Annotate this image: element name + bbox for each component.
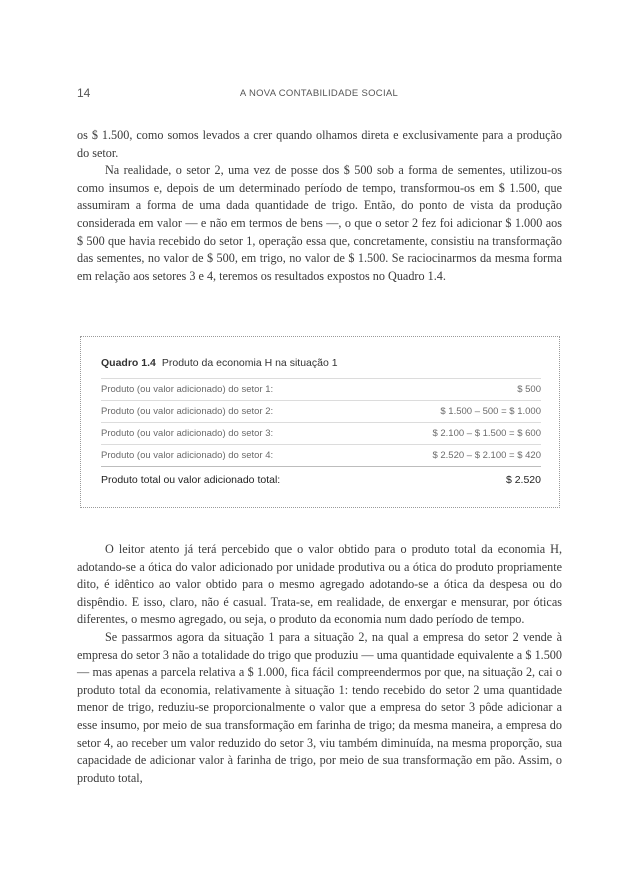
- body-text-bottom: [77, 541, 562, 787]
- quadro-table: [101, 378, 541, 492]
- table-row: [101, 444, 541, 466]
- row-label: Produto (ou valor adicionado) do setor 2:: [101, 406, 274, 417]
- row-value: $ 2.100 – $ 1.500 = $ 600: [432, 428, 541, 439]
- quadro-box: [80, 336, 560, 508]
- table-row: [101, 378, 541, 400]
- total-label: Produto total ou valor adicionado total:: [101, 473, 281, 486]
- row-label: Produto (ou valor adicionado) do setor 1:: [101, 384, 274, 395]
- quadro-label: Quadro 1.4: [101, 357, 156, 369]
- paragraph: Se passarmos agora da situação 1 para a situação 2, na qual a empresa do setor 2 vende à empresa do setor 3 não a totalidade do trigo que produziu — uma quantidade equivalente a $ 1.500 — mas apenas a parcela relativa a $ 1.000, fica fácil compreendermos por que, na situação 2, cai o produto total da economia, relativamente à situação 1: tendo recebido do setor 2 uma quantidade menor de trigo, reduziu-se proporcionalmente o valor que a empresa do setor 3 pôde adicionar a esse insumo, por meio de sua transformação em farinha de trigo; da mesma maneira, a empresa do setor 4, ao receber um valor reduzido do setor 3, viu também diminuída, na mesma proporção, sua capacidade de adicionar valor à farinha de trigo, por meio de sua transformação em pão. Assim, o produto total,: [77, 629, 562, 785]
- paragraph: O leitor atento já terá percebido que o valor obtido para o produto total da economia H, adotando-se a ótica do valor adicionado por unidade produtiva ou a ótica do produto propriamente dito, é idêntico ao valor obtido para o mesmo agregado adotando-se a ótica da despesa ou do dispêndio. E isso, claro, não é casual. Trata-se, em realidade, de enxergar e mensurar, por óticas diferentes, o mesmo agregado, ou seja, o produto da economia num dado período de tempo.: [77, 542, 562, 627]
- row-value: $ 2.520 – $ 2.100 = $ 420: [432, 450, 541, 461]
- total-value: $ 2.520: [505, 473, 541, 486]
- row-label: Produto (ou valor adicionado) do setor 4:: [101, 450, 274, 461]
- page-number: 14: [77, 86, 91, 100]
- paragraph: os $ 1.500, como somos levados a crer quando olhamos direta e exclusivamente para a produção do setor.: [77, 128, 562, 160]
- quadro-description: Produto da economia H na situação 1: [161, 357, 338, 369]
- running-head: A NOVA CONTABILIDADE SOCIAL: [239, 88, 399, 99]
- total-row: [101, 466, 541, 492]
- quadro-title: [101, 357, 541, 369]
- row-value: $ 500: [517, 384, 541, 395]
- table-row: [101, 422, 541, 444]
- body-text-top: [77, 127, 562, 285]
- row-value: $ 1.500 – 500 = $ 1.000: [440, 406, 541, 417]
- paragraph: Na realidade, o setor 2, uma vez de posse dos $ 500 sob a forma de sementes, utilizou-os como insumos e, depois de um determinado período de tempo, transformou-os em $ 1.500, que assumiram a forma de uma dada quantidade de trigo. Então, do ponto de vista da produção considerada em valor — e não em termos de bens —, o que o setor 2 fez foi adicionar $ 1.000 aos $ 500 que havia recebido do setor 1, operação essa que, concretamente, consistiu na transformação das sementes, no valor de $ 500, em trigo, no valor de $ 1.500. Se raciocinarmos da mesma forma em relação aos setores 3 e 4, teremos os resultados expostos no Quadro 1.4.: [77, 163, 562, 283]
- table-row: [101, 400, 541, 422]
- row-label: Produto (ou valor adicionado) do setor 3:: [101, 428, 274, 439]
